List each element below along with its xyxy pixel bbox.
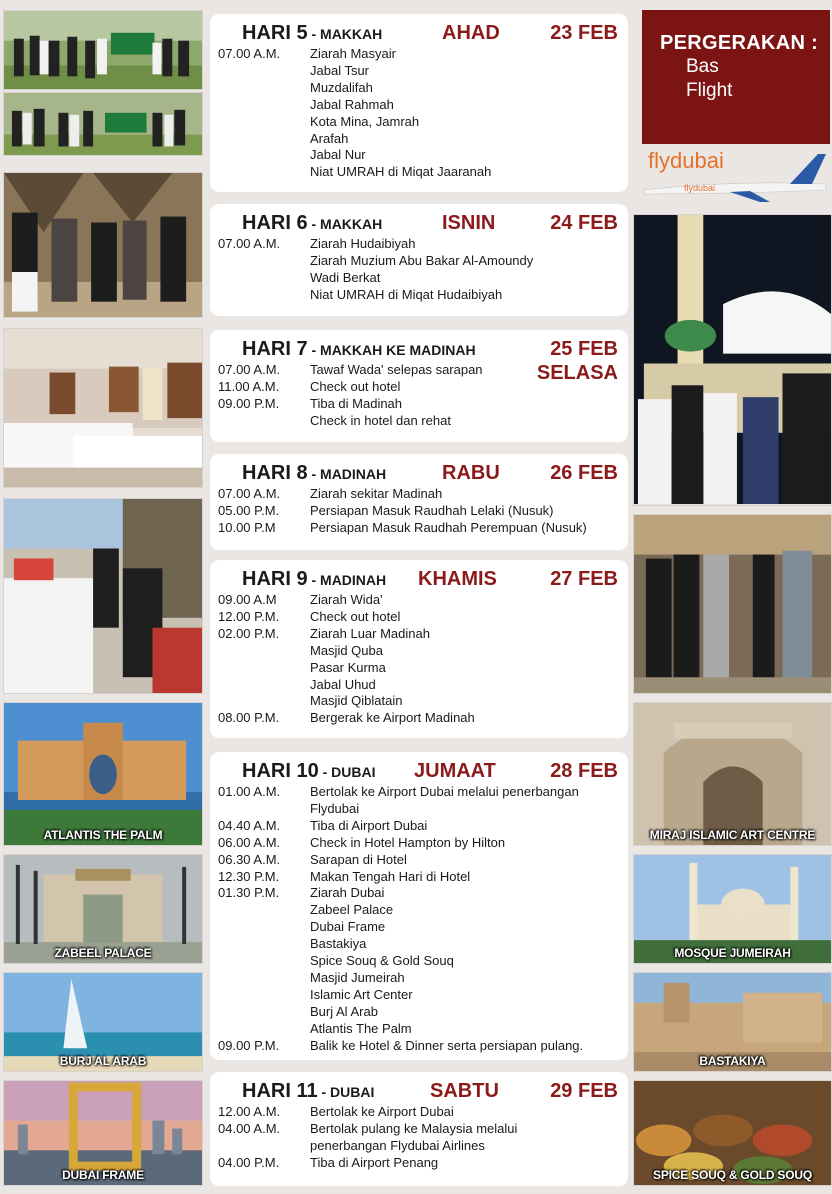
schedule-activity: Tiba di Airport Penang [310, 1154, 439, 1170]
schedule-time [218, 1021, 310, 1038]
schedule-activity: Jabal Nur [310, 147, 366, 163]
schedule-row [218, 80, 618, 97]
schedule-time [218, 919, 310, 936]
schedule-activity: Zabeel Palace [310, 902, 394, 918]
caption-spice: SPICE SOUQ & GOLD SOUQ [653, 1168, 812, 1182]
day-label: HARI 11 - DUBAI [242, 1080, 375, 1102]
day-name: JUMAAT [414, 760, 496, 782]
schedule-activity: Jabal Tsur [310, 62, 370, 78]
schedule-row [218, 784, 618, 801]
schedule-time [218, 63, 310, 80]
schedule-row [218, 919, 618, 936]
schedule-activity: Spice Souq & Gold Souq [310, 953, 454, 969]
flydubai-wordmark: flydubai [648, 148, 724, 173]
schedule-time: 07.00 A.M. [218, 236, 281, 251]
schedule-activity: Bertolak ke Airport Dubai melalui penerbangan [310, 784, 579, 799]
day-header [218, 212, 618, 234]
schedule-time [218, 970, 310, 987]
day-header [218, 462, 618, 484]
day-location: DUBAI [330, 1084, 375, 1100]
schedule-row [218, 592, 618, 609]
schedule-activity: Ziarah sekitar Madinah [310, 486, 443, 501]
flydubai-fuselage-text: flydubai [684, 183, 716, 193]
day-date: 27 FEB [550, 568, 618, 590]
schedule-row [218, 1021, 618, 1038]
schedule-row [218, 131, 618, 148]
photo-bastakiya [633, 972, 832, 1072]
photo-atlantis [3, 702, 203, 846]
caption-frame: DUBAI FRAME [62, 1168, 144, 1182]
day-date: 26 FEB [550, 462, 618, 484]
day-label: HARI 8 - MADINAH [242, 462, 387, 484]
schedule-row [218, 609, 618, 626]
movement-mode-bus: Bas [686, 56, 719, 77]
schedule-row [218, 987, 618, 1004]
schedule-row [218, 486, 618, 503]
schedule-row [218, 362, 528, 379]
day-schedule [218, 236, 618, 304]
schedule-row [218, 114, 618, 131]
schedule-row [218, 503, 618, 520]
schedule-row [218, 1138, 618, 1155]
photo-spice-souq [633, 1080, 832, 1186]
schedule-time: 09.00 P.M. [218, 1037, 280, 1053]
schedule-time [218, 643, 310, 660]
schedule-time: 07.00 A.M. [218, 486, 281, 501]
schedule-row [218, 660, 618, 677]
schedule-row [218, 936, 618, 953]
schedule-activity: Persiapan Masuk Raudhah Lelaki (Nusuk) [310, 502, 554, 518]
schedule-row [218, 1104, 618, 1121]
schedule-time: 02.00 P.M. [218, 625, 280, 641]
day-header [218, 760, 618, 782]
photo-zabeel [3, 854, 203, 964]
photo-miraj [633, 702, 832, 846]
schedule-row [218, 253, 618, 270]
schedule-row [218, 970, 618, 987]
schedule-row [218, 693, 618, 710]
photo-masjid-nabawi-night [633, 214, 832, 506]
day-location: DUBAI [331, 764, 376, 780]
schedule-time [218, 270, 310, 287]
schedule-row [218, 801, 618, 818]
schedule-time: 04.00 P.M. [218, 1154, 280, 1170]
schedule-time [218, 114, 310, 131]
schedule-activity: Check out hotel [310, 378, 401, 394]
day-location: MAKKAH [320, 216, 383, 232]
schedule-time: 01.30 P.M. [218, 885, 280, 901]
schedule-time: 09.00 A.M [218, 592, 277, 607]
movement-heading: PERGERAKAN : [660, 32, 819, 54]
day-header [218, 22, 618, 44]
schedule-row [218, 520, 618, 537]
schedule-activity: Tiba di Madinah [310, 395, 403, 411]
schedule-time [218, 660, 310, 677]
schedule-time: 08.00 P.M. [218, 710, 280, 726]
schedule-time: 12.00 A.M. [218, 1104, 281, 1119]
day-schedule [218, 486, 618, 537]
day-label: HARI 10 - DUBAI [242, 760, 376, 782]
schedule-time [218, 902, 310, 919]
schedule-time: 04.00 A.M. [218, 1120, 281, 1136]
photo-group-cave [3, 172, 203, 318]
day-location: MAKKAH [320, 26, 383, 42]
schedule-row [218, 97, 618, 114]
schedule-time: 06.00 A.M. [218, 834, 281, 850]
schedule-row [218, 852, 618, 869]
photo-group-banner-1 [3, 10, 203, 90]
schedule-activity: Bertolak ke Airport Dubai [310, 1104, 454, 1119]
caption-miraj: MIRAJ ISLAMIC ART CENTRE [649, 828, 816, 842]
caption-mosque: MOSQUE JUMEIRAH [674, 946, 791, 960]
schedule-activity: Check in Hotel Hampton by Hilton [310, 834, 506, 850]
schedule-activity: Balik ke Hotel & Dinner serta persiapan pulang. [310, 1037, 584, 1053]
schedule-activity: Ziarah Dubai [310, 885, 385, 901]
day-date: 29 FEB [550, 1080, 618, 1102]
schedule-activity: Tiba di Airport Dubai [310, 817, 428, 833]
day-card-hari-6 [210, 204, 628, 316]
day-location: MADINAH [320, 572, 387, 588]
schedule-row [218, 147, 618, 164]
schedule-time: 01.00 A.M. [218, 784, 281, 799]
schedule-row [218, 953, 618, 970]
schedule-time [218, 164, 310, 181]
day-card-hari-10 [210, 752, 628, 1060]
schedule-time [218, 987, 310, 1004]
day-date: 23 FEB [550, 22, 618, 44]
day-card-hari-7 [210, 330, 628, 442]
schedule-activity: Jabal Uhud [310, 676, 376, 692]
day-label: HARI 6 - MAKKAH [242, 212, 383, 234]
schedule-time: 05.00 P.M. [218, 502, 280, 518]
schedule-row [218, 643, 618, 660]
day-card-hari-11 [210, 1072, 628, 1186]
schedule-activity: Ziarah Hudaibiyah [310, 236, 416, 251]
photo-crowd-madinah [3, 498, 203, 694]
schedule-row [218, 287, 618, 304]
schedule-activity: Bastakiya [310, 936, 367, 952]
schedule-activity: Pasar Kurma [310, 659, 386, 675]
schedule-activity: Ziarah Wida' [310, 592, 383, 607]
schedule-row [218, 236, 618, 253]
day-card-hari-9 [210, 560, 628, 738]
schedule-row [218, 1004, 618, 1021]
schedule-row [218, 270, 618, 287]
schedule-time [218, 80, 310, 97]
schedule-time [218, 677, 310, 694]
schedule-row [218, 164, 618, 181]
day-location: MADINAH [320, 466, 387, 482]
movement-panel [642, 10, 830, 144]
schedule-activity: Persiapan Masuk Raudhah Perempuan (Nusuk) [310, 519, 587, 535]
schedule-time [218, 1138, 310, 1155]
schedule-time [218, 131, 310, 148]
schedule-time [218, 287, 310, 304]
day-header [218, 1080, 618, 1102]
schedule-activity: Makan Tengah Hari di Hotel [310, 868, 471, 884]
photo-group-street [633, 514, 832, 694]
caption-bastakiya: BASTAKIYA [699, 1054, 766, 1068]
day-date: 25 FEB [550, 338, 618, 360]
schedule-activity: Check out hotel [310, 608, 401, 624]
schedule-row [218, 379, 528, 396]
schedule-activity: Jabal Rahmah [310, 96, 394, 112]
schedule-activity: Kota Mina, Jamrah [310, 113, 420, 129]
photo-mosque-jumeirah [633, 854, 832, 964]
schedule-row [218, 818, 618, 835]
schedule-time [218, 693, 310, 710]
schedule-time [218, 147, 310, 164]
day-name: KHAMIS [418, 568, 497, 590]
day-header [218, 568, 618, 590]
caption-atlantis: ATLANTIS THE PALM [43, 828, 163, 842]
schedule-activity: Ziarah Luar Madinah [310, 625, 430, 641]
day-card-hari-5 [210, 14, 628, 192]
caption-burj: BURJ AL ARAB [59, 1054, 147, 1068]
day-name: SABTU [430, 1080, 499, 1102]
schedule-activity: Masjid Jumeirah [310, 969, 405, 985]
day-schedule [218, 592, 618, 727]
schedule-time: 07.00 A.M. [218, 362, 281, 377]
schedule-row [218, 902, 618, 919]
schedule-row [218, 1121, 618, 1138]
movement-mode-flight: Flight [686, 80, 733, 101]
day-label: HARI 5 - MAKKAH [242, 22, 383, 44]
schedule-time: 10.00 P.M [218, 519, 276, 535]
schedule-time [218, 801, 310, 818]
schedule-time: 07.00 A.M. [218, 46, 281, 61]
caption-zabeel: ZABEEL PALACE [54, 946, 152, 960]
day-schedule [218, 784, 618, 1055]
schedule-activity: Niat UMRAH di Miqat Hudaibiyah [310, 286, 503, 302]
flydubai-logo [640, 146, 832, 202]
schedule-activity: Atlantis The Palm [310, 1020, 412, 1036]
schedule-activity: Arafah [310, 130, 349, 146]
schedule-row [218, 626, 618, 643]
schedule-activity: Muzdalifah [310, 79, 373, 95]
schedule-activity: Flydubai [310, 800, 360, 816]
schedule-time: 04.40 A.M. [218, 817, 281, 833]
schedule-row [218, 413, 528, 430]
schedule-row [218, 396, 528, 413]
schedule-time: 12.00 P.M. [218, 608, 280, 624]
schedule-activity: Dubai Frame [310, 919, 386, 935]
schedule-activity: Bertolak pulang ke Malaysia melalui [310, 1120, 518, 1136]
day-name: SELASA [536, 362, 618, 384]
schedule-time [218, 936, 310, 953]
schedule-activity: Ziarah Masyair [310, 46, 396, 61]
schedule-row [218, 1155, 618, 1172]
schedule-time [218, 253, 310, 270]
schedule-row [218, 46, 618, 63]
schedule-activity: Masjid Quba [310, 642, 383, 658]
schedule-activity: Ziarah Muzium Abu Bakar Al-Amoundy [310, 252, 534, 268]
schedule-time: 11.00 A.M. [218, 378, 280, 394]
schedule-activity: Niat UMRAH di Miqat Jaaranah [310, 164, 492, 180]
schedule-time: 09.00 P.M. [218, 395, 280, 411]
day-label: HARI 7 - MAKKAH KE MADINAH [242, 338, 476, 360]
day-name: ISNIN [442, 212, 496, 234]
schedule-row [218, 63, 618, 80]
schedule-row [218, 885, 618, 902]
photo-hotel-room [3, 328, 203, 488]
day-location: MAKKAH KE MADINAH [320, 342, 476, 358]
schedule-time [218, 953, 310, 970]
schedule-time: 06.30 A.M. [218, 851, 281, 867]
schedule-row [218, 835, 618, 852]
schedule-time [218, 1004, 310, 1021]
schedule-activity: Burj Al Arab [310, 1003, 378, 1019]
day-schedule [218, 46, 618, 181]
schedule-time [218, 413, 310, 430]
day-name: AHAD [442, 22, 500, 44]
schedule-activity: Wadi Berkat [310, 269, 381, 285]
photo-burj-al-arab [3, 972, 203, 1072]
schedule-row [218, 677, 618, 694]
day-date: 24 FEB [550, 212, 618, 234]
schedule-row [218, 1038, 618, 1055]
day-label: HARI 9 - MADINAH [242, 568, 387, 590]
schedule-activity: Bergerak ke Airport Madinah [310, 710, 475, 726]
schedule-time: 12.30 P.M. [218, 868, 280, 884]
schedule-activity: penerbangan Flydubai Airlines [310, 1137, 485, 1153]
day-name: RABU [442, 462, 500, 484]
day-schedule [218, 1104, 618, 1172]
schedule-activity: Masjid Qiblatain [310, 693, 403, 709]
schedule-row [218, 869, 618, 886]
schedule-activity: Tawaf Wada' selepas sarapan [310, 362, 483, 377]
schedule-activity: Islamic Art Center [310, 986, 413, 1002]
day-card-hari-8 [210, 454, 628, 550]
schedule-row [218, 710, 618, 727]
photo-group-banner-2 [3, 92, 203, 156]
schedule-activity: Sarapan di Hotel [310, 851, 407, 867]
photo-dubai-frame [3, 1080, 203, 1186]
schedule-activity: Check in hotel dan rehat [310, 412, 451, 428]
day-date: 28 FEB [550, 760, 618, 782]
schedule-time [218, 97, 310, 114]
